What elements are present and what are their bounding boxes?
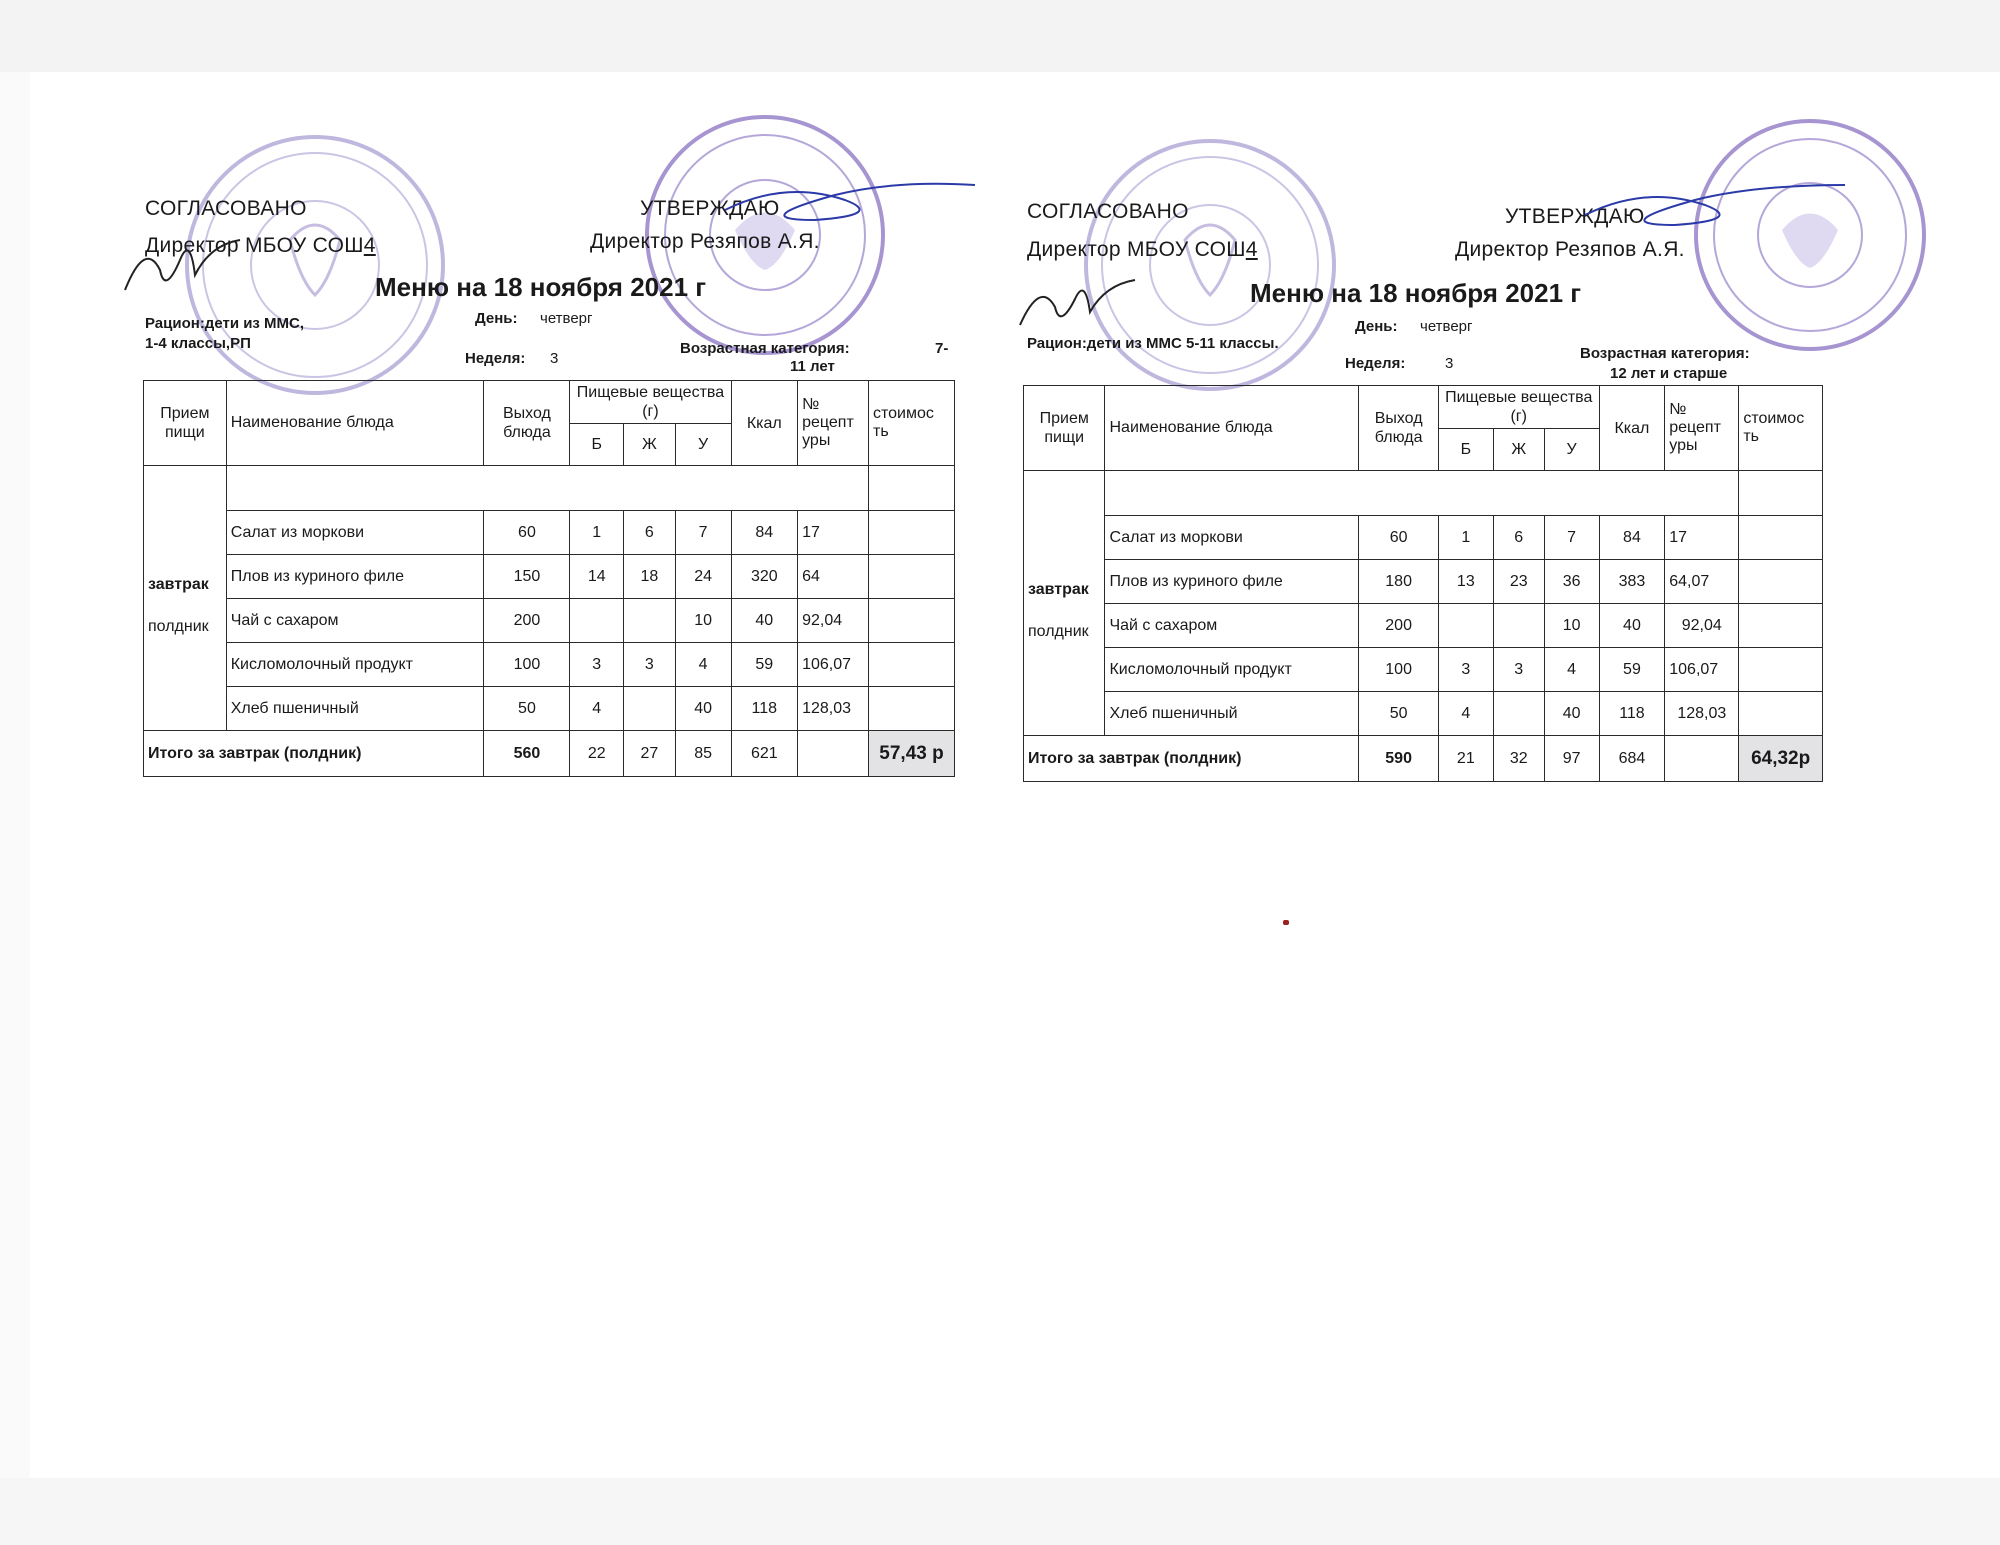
table-row: Чай с сахаром 200 10 40 92,04 (1024, 604, 1823, 648)
table-row: Салат из моркови 60 1 6 7 84 17 (144, 511, 955, 555)
total-label: Итого за завтрак (полдник) (144, 731, 484, 777)
header-kcal: Ккал (731, 381, 798, 466)
header-recipe: № рецепт уры (798, 381, 869, 466)
header-kcal: Ккал (1599, 386, 1665, 471)
week-value: 3 (1445, 355, 1454, 372)
approved-label: СОГЛАСОВАНО (1027, 200, 1189, 223)
header-zh: Ж (624, 424, 676, 466)
age-label: Возрастная категория: (1580, 345, 1750, 362)
meal-breakfast: завтрак (148, 576, 209, 593)
scan-speck (1283, 920, 1289, 925)
dish-cell: Хлеб пшеничный (226, 687, 484, 731)
approved-by-label: Директор МБОУ СОШ4 (145, 234, 376, 257)
dish-cell: Плов из куриного филе (1105, 560, 1359, 604)
table-row: Чай с сахаром 200 10 40 92,04 (144, 599, 955, 643)
signature-1 (115, 230, 245, 310)
total-cost: 64,32р (1739, 736, 1823, 782)
meal-cell (144, 466, 227, 731)
header-yield: Выход блюда (484, 381, 570, 466)
header-u: У (1544, 429, 1599, 471)
menu-sheet-1 (140, 180, 970, 800)
school-stamp-2 (1080, 135, 1340, 395)
day-label: День: (475, 310, 518, 327)
age-value-b: 11 лет (790, 358, 835, 375)
menu-table (1023, 385, 1823, 782)
dish-cell: Чай с сахаром (226, 599, 484, 643)
table-row: Хлеб пшеничный 50 4 40 118 128,03 (1024, 692, 1823, 736)
approved-label: СОГЛАСОВАНО (145, 197, 307, 220)
age-value-a: 7- (935, 340, 949, 357)
header-b: Б (570, 424, 624, 466)
table-row: Кисломолочный продукт 100 3 3 4 59 106,07 (144, 643, 955, 687)
meal-breakfast: завтрак (1028, 581, 1089, 598)
dish-cell: Плов из куриного филе (226, 555, 484, 599)
header-recipe: № рецепт уры (1665, 386, 1739, 471)
table-row: Хлеб пшеничный 50 4 40 118 128,03 (144, 687, 955, 731)
header-nutrients: Пищевые вещества (г) (570, 381, 731, 424)
menu-sheet-2 (1020, 180, 1850, 800)
day-label: День: (1355, 318, 1398, 335)
menu-table (143, 380, 955, 777)
dish-cell: Хлеб пшеничный (1105, 692, 1359, 736)
header-yield: Выход блюда (1359, 386, 1438, 471)
table-row-empty (1105, 471, 1739, 516)
day-value: четверг (1420, 318, 1473, 335)
dish-cell: Кисломолочный продукт (1105, 648, 1359, 692)
signature-3 (1010, 270, 1140, 340)
scan-left-margin (0, 72, 30, 1478)
approve-label: УТВЕРЖДАЮ (1505, 205, 1645, 228)
header-cost: стоимос ть (869, 381, 955, 466)
age-value-b: 12 лет и старше (1610, 365, 1728, 382)
table-row: Кисломолочный продукт 100 3 3 4 59 106,07 (1024, 648, 1823, 692)
header-u: У (675, 424, 731, 466)
week-label: Неделя: (1345, 355, 1406, 372)
dish-cell: Салат из моркови (226, 511, 484, 555)
day-value: четверг (540, 310, 593, 327)
approved-by-label: Директор МБОУ СОШ4 (1027, 238, 1258, 261)
week-label: Неделя: (465, 350, 526, 367)
header-dish: Наименование блюда (226, 381, 484, 466)
header-dish: Наименование блюда (1105, 386, 1359, 471)
header-nutrients: Пищевые вещества (г) (1438, 386, 1599, 429)
table-row: Плов из куриного филе 150 14 18 24 320 64 (144, 555, 955, 599)
total-label: Итого за завтрак (полдник) (1024, 736, 1359, 782)
meal-snack: полдник (148, 618, 209, 635)
dish-cell: Салат из моркови (1105, 516, 1359, 560)
menu-title: Меню на 18 ноября 2021 г (1250, 278, 1582, 308)
table-row: Плов из куриного филе 180 13 23 36 383 64,07 (1024, 560, 1823, 604)
menu-title: Меню на 18 ноября 2021 г (375, 272, 707, 302)
ration-label-2: 1-4 классы,РП (145, 335, 251, 352)
week-value: 3 (550, 350, 559, 367)
dish-cell: Чай с сахаром (1105, 604, 1359, 648)
age-label: Возрастная категория: (680, 340, 850, 357)
approve-by-label: Директор Резяпов А.Я. (1455, 238, 1685, 261)
header-zh: Ж (1493, 429, 1544, 471)
signature-4 (1580, 170, 1850, 240)
header-meal: Прием пищи (144, 381, 227, 466)
meal-cell (1024, 471, 1105, 736)
signature-2 (720, 170, 980, 240)
scan-top-margin (0, 0, 2000, 72)
header-cost: стоимос ть (1739, 386, 1823, 471)
ration-label: Рацион:дети из ММС, (145, 315, 305, 332)
header-b: Б (1438, 429, 1493, 471)
table-row: Салат из моркови 60 1 6 7 84 17 (1024, 516, 1823, 560)
header-meal: Прием пищи (1024, 386, 1105, 471)
dish-cell: Кисломолочный продукт (226, 643, 484, 687)
approve-by-label: Директор Резяпов А.Я. (590, 230, 820, 253)
meal-snack: полдник (1028, 623, 1089, 640)
total-cost: 57,43 р (869, 731, 955, 777)
total-row: Итого за завтрак (полдник) 590 21 32 97 684 64,32р (1024, 736, 1823, 782)
total-row: Итого за завтрак (полдник) 560 22 27 85 621 57,43 р (144, 731, 955, 777)
approve-label: УТВЕРЖДАЮ (640, 197, 780, 220)
ration-label: Рацион:дети из ММС 5-11 классы. (1027, 335, 1279, 352)
table-row-empty (226, 466, 868, 511)
scan-bottom-margin (0, 1478, 2000, 1545)
